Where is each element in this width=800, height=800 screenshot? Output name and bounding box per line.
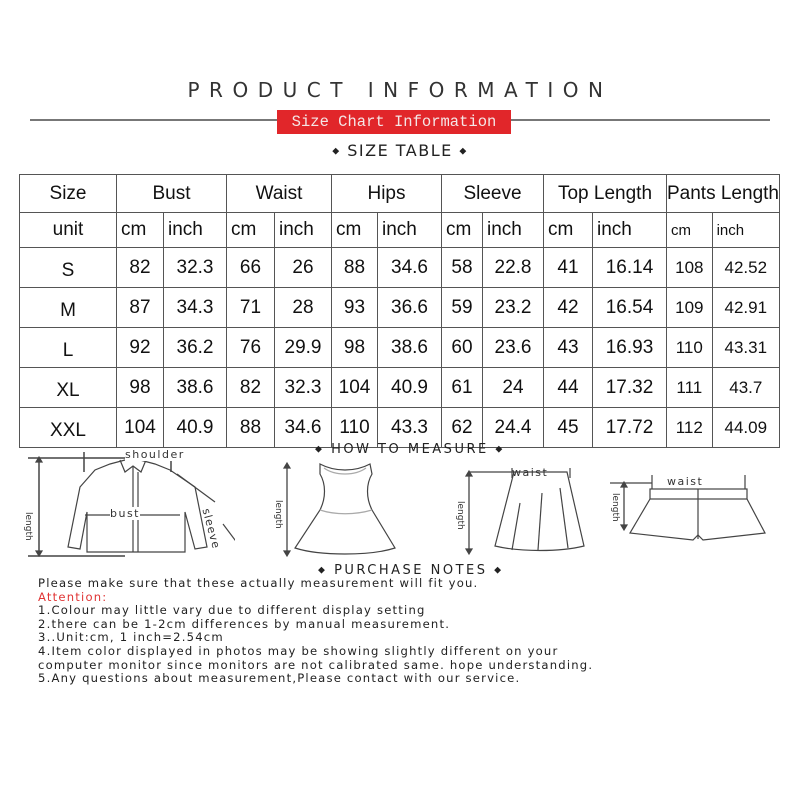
value-cell: 111 — [667, 368, 713, 408]
size-cell: S — [20, 248, 117, 288]
note-item: 5.Any questions about measurement,Please contact with our service. — [38, 671, 521, 686]
note-item: 2.there can be 1-2cm differences by manual measurement. — [38, 616, 451, 631]
page-title: PRODUCT INFORMATION — [187, 78, 613, 102]
unit-cell: cm — [544, 213, 593, 248]
value-cell: 62 — [442, 408, 483, 448]
length-label: length — [610, 493, 620, 522]
value-cell: 34.6 — [275, 408, 332, 448]
unit-cell: inch — [164, 213, 227, 248]
diamond-icon: ◆ — [495, 444, 505, 455]
unit-cell: inch — [275, 213, 332, 248]
table-row — [20, 368, 780, 408]
value-cell: 16.14 — [593, 248, 667, 288]
value-cell: 58 — [442, 248, 483, 288]
size-cell: L — [20, 328, 117, 368]
value-cell: 87 — [117, 288, 164, 328]
value-cell: 43.31 — [712, 328, 779, 368]
value-cell: 23.6 — [483, 328, 544, 368]
how-to-measure-text: HOW TO MEASURE — [331, 442, 489, 457]
size-table-heading-text: SIZE TABLE — [347, 141, 453, 160]
table-row — [20, 248, 780, 288]
value-cell: 16.93 — [593, 328, 667, 368]
size-cell: XL — [20, 368, 117, 408]
value-cell: 17.72 — [593, 408, 667, 448]
value-cell: 36.2 — [164, 328, 227, 368]
value-cell: 43.7 — [712, 368, 779, 408]
value-cell: 43 — [544, 328, 593, 368]
unit-cell: inch — [378, 213, 442, 248]
value-cell: 98 — [117, 368, 164, 408]
waist-label: waist — [667, 475, 704, 488]
value-cell: 71 — [227, 288, 275, 328]
value-cell: 88 — [227, 408, 275, 448]
value-cell: 40.9 — [378, 368, 442, 408]
diamond-icon: ◆ — [318, 565, 328, 576]
value-cell: 34.6 — [378, 248, 442, 288]
header-pants-length: Pants Length — [667, 175, 780, 213]
length-label: length — [273, 500, 283, 529]
value-cell: 42.52 — [712, 248, 779, 288]
value-cell: 24.4 — [483, 408, 544, 448]
value-cell: 38.6 — [164, 368, 227, 408]
sleeve-label: sleeve — [199, 507, 223, 551]
value-cell: 60 — [442, 328, 483, 368]
how-to-measure-heading — [315, 442, 555, 457]
value-cell: 29.9 — [275, 328, 332, 368]
diamond-icon: ◆ — [315, 444, 325, 455]
table-header-row — [20, 175, 780, 213]
value-cell: 42 — [544, 288, 593, 328]
value-cell: 24 — [483, 368, 544, 408]
unit-cell: cm — [117, 213, 164, 248]
value-cell: 59 — [442, 288, 483, 328]
size-table-heading — [0, 141, 800, 160]
value-cell: 44.09 — [712, 408, 779, 448]
length-label: length — [23, 512, 33, 541]
value-cell: 43.3 — [378, 408, 442, 448]
value-cell: 34.3 — [164, 288, 227, 328]
table-unit-row — [20, 213, 780, 248]
size-table — [19, 174, 780, 448]
value-cell: 98 — [332, 328, 378, 368]
size-cell: M — [20, 288, 117, 328]
value-cell: 16.54 — [593, 288, 667, 328]
unit-cell: inch — [712, 213, 779, 248]
bust-label: bust — [110, 507, 140, 520]
table-row — [20, 288, 780, 328]
value-cell: 28 — [275, 288, 332, 328]
unit-cell: cm — [227, 213, 275, 248]
note-item: 4.Item color displayed in photos may be showing slightly different on your — [38, 643, 559, 658]
header-top-length: Top Length — [544, 175, 667, 213]
value-cell: 22.8 — [483, 248, 544, 288]
value-cell: 40.9 — [164, 408, 227, 448]
diamond-icon: ◆ — [494, 565, 504, 576]
value-cell: 92 — [117, 328, 164, 368]
diamond-icon: ◆ — [459, 146, 468, 157]
diamond-icon: ◆ — [332, 146, 341, 157]
shirt-diagram — [23, 448, 235, 562]
value-cell: 45 — [544, 408, 593, 448]
note-item: 1.Colour may little vary due to different display setting — [38, 603, 426, 618]
header-bust: Bust — [117, 175, 227, 213]
header-hips: Hips — [332, 175, 442, 213]
purchase-notes — [38, 577, 798, 686]
value-cell: 110 — [332, 408, 378, 448]
value-cell: 17.32 — [593, 368, 667, 408]
value-cell: 26 — [275, 248, 332, 288]
skirt-diagram — [455, 466, 585, 558]
notes-intro: Please make sure that these actually measurement will fit you. — [38, 576, 479, 590]
value-cell: 82 — [117, 248, 164, 288]
unit-cell: cm — [442, 213, 483, 248]
value-cell: 44 — [544, 368, 593, 408]
unit-cell: cm — [332, 213, 378, 248]
shoulder-label: shoulder — [125, 448, 185, 461]
value-cell: 41 — [544, 248, 593, 288]
value-cell: 88 — [332, 248, 378, 288]
note-item: 3..Unit:cm, 1 inch=2.54cm — [38, 630, 224, 645]
header-size: Size — [20, 175, 117, 213]
size-cell: XXL — [20, 408, 117, 448]
waist-label: waist — [512, 466, 549, 479]
value-cell: 32.3 — [275, 368, 332, 408]
dress-diagram — [273, 460, 410, 560]
value-cell: 23.2 — [483, 288, 544, 328]
value-cell: 104 — [332, 368, 378, 408]
value-cell: 104 — [117, 408, 164, 448]
length-label: length — [455, 501, 465, 530]
header-sleeve: Sleeve — [442, 175, 544, 213]
size-chart-banner: Size Chart Information — [277, 110, 511, 134]
value-cell: 38.6 — [378, 328, 442, 368]
value-cell: 110 — [667, 328, 713, 368]
unit-cell: cm — [667, 213, 713, 248]
header-waist: Waist — [227, 175, 332, 213]
purchase-notes-text: PURCHASE NOTES — [334, 563, 488, 578]
shorts-diagram — [610, 475, 770, 550]
unit-cell: inch — [483, 213, 544, 248]
value-cell: 61 — [442, 368, 483, 408]
note-item: computer monitor since monitors are not calibrated same. hope understanding. — [38, 657, 594, 672]
table-row — [20, 328, 780, 368]
value-cell: 36.6 — [378, 288, 442, 328]
attention-label: Attention: — [38, 589, 108, 604]
value-cell: 42.91 — [712, 288, 779, 328]
value-cell: 82 — [227, 368, 275, 408]
value-cell: 32.3 — [164, 248, 227, 288]
unit-cell: inch — [593, 213, 667, 248]
value-cell: 66 — [227, 248, 275, 288]
unit-label: unit — [20, 213, 117, 248]
value-cell: 76 — [227, 328, 275, 368]
value-cell: 109 — [667, 288, 713, 328]
value-cell: 93 — [332, 288, 378, 328]
value-cell: 112 — [667, 408, 713, 448]
value-cell: 108 — [667, 248, 713, 288]
